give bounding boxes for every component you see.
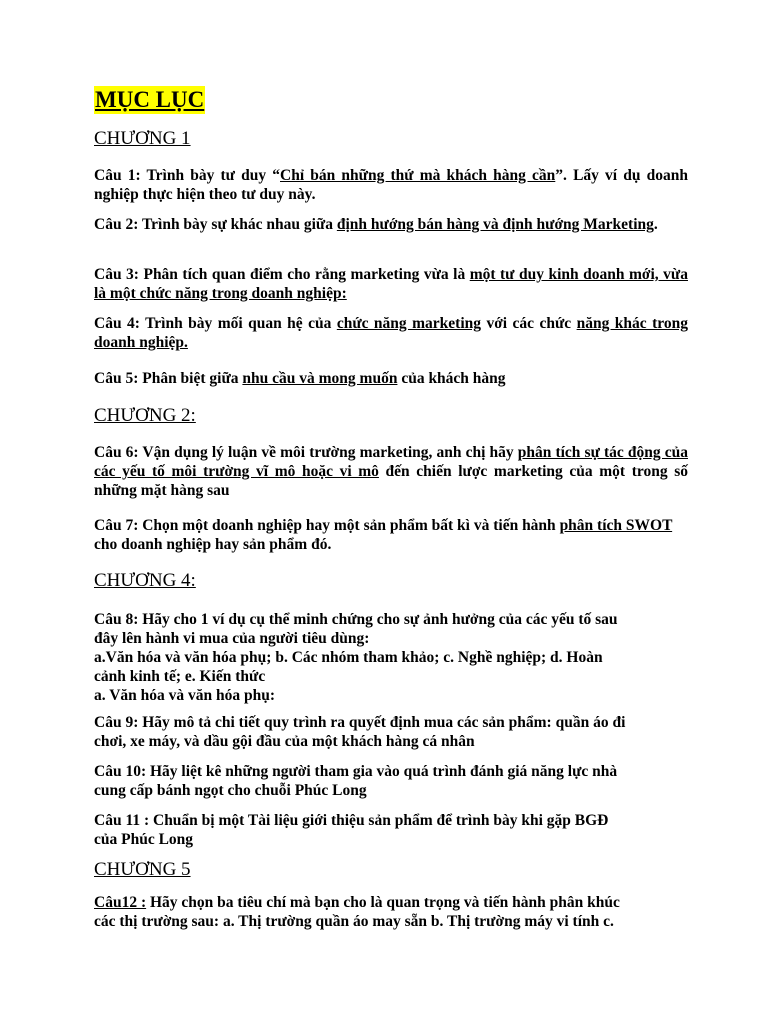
question-11: Câu 11 : Chuẩn bị một Tài liệu giới thiệu sản phẩm để trình bày khi gặp BGĐ của Phúc Long xyxy=(94,812,609,848)
question-10: Câu 10: Hãy liệt kê những người tham gia vào quá trình đánh giá năng lực nhà cung cấp bánh ngọt cho chuỗi Phúc Long xyxy=(94,763,618,799)
question-5: Câu 5: Phân biệt giữa nhu cầu và mong muốn của khách hàng xyxy=(94,370,506,387)
question-9: Câu 9: Hãy mô tả chi tiết quy trình ra quyết định mua các sản phẩm: quần áo đi chơi, xe máy, và dầu gội đầu của một khách hàng cá nhân xyxy=(94,714,626,750)
question-4: Câu 4: Trình bày mối quan hệ của chức năng marketing với các chức năng khác trong doanh nghiệp. xyxy=(94,315,688,351)
chapter-5-heading: CHƯƠNG 5 xyxy=(94,859,191,880)
question-8: Câu 8: Hãy cho 1 ví dụ cụ thể minh chứng cho sự ảnh hưởng của các yếu tố sau đây lên hành vi mua của người tiêu dùng: a.Văn hóa và văn hóa phụ; b. Các nhóm tham khảo; c. Nghề nghiệp; d. Hoàn cảnh kinh tế; e. Kiến thức a. Văn hóa và văn hóa phụ: xyxy=(94,611,618,704)
question-2: Câu 2: Trình bày sự khác nhau giữa định hướng bán hàng và định hướng Marketing. xyxy=(94,216,658,233)
chapter-2-heading: CHƯƠNG 2: xyxy=(94,405,196,426)
question-1: Câu 1: Trình bày tư duy “Chỉ bán những thứ mà khách hàng cần”. Lấy ví dụ doanh nghiệp thực hiện theo tư duy này. xyxy=(94,167,688,203)
chapter-1-heading: CHƯƠNG 1 xyxy=(94,128,191,149)
page-title: MỤC LỤC xyxy=(95,87,205,112)
question-6: Câu 6: Vận dụng lý luận về môi trường marketing, anh chị hãy phân tích sự tác động của các yếu tố môi trường vĩ mô hoặc vi mô đến chiến lược marketing của một trong số những mặt hàng sau xyxy=(94,444,688,499)
question-12: Câu12 : Hãy chọn ba tiêu chí mà bạn cho là quan trọng và tiến hành phân khúc các thị trường sau: a. Thị trường quần áo may sẵn b. Thị trường máy vi tính c. xyxy=(94,894,620,930)
question-3: Câu 3: Phân tích quan điểm cho rằng marketing vừa là một tư duy kinh doanh mới, vừa là một chức năng trong doanh nghiệp: xyxy=(94,266,688,302)
question-7: Câu 7: Chọn một doanh nghiệp hay một sản phẩm bất kì và tiến hành phân tích SWOT cho doanh nghiệp hay sản phẩm đó. xyxy=(94,517,673,553)
chapter-4-heading: CHƯƠNG 4: xyxy=(94,570,196,591)
